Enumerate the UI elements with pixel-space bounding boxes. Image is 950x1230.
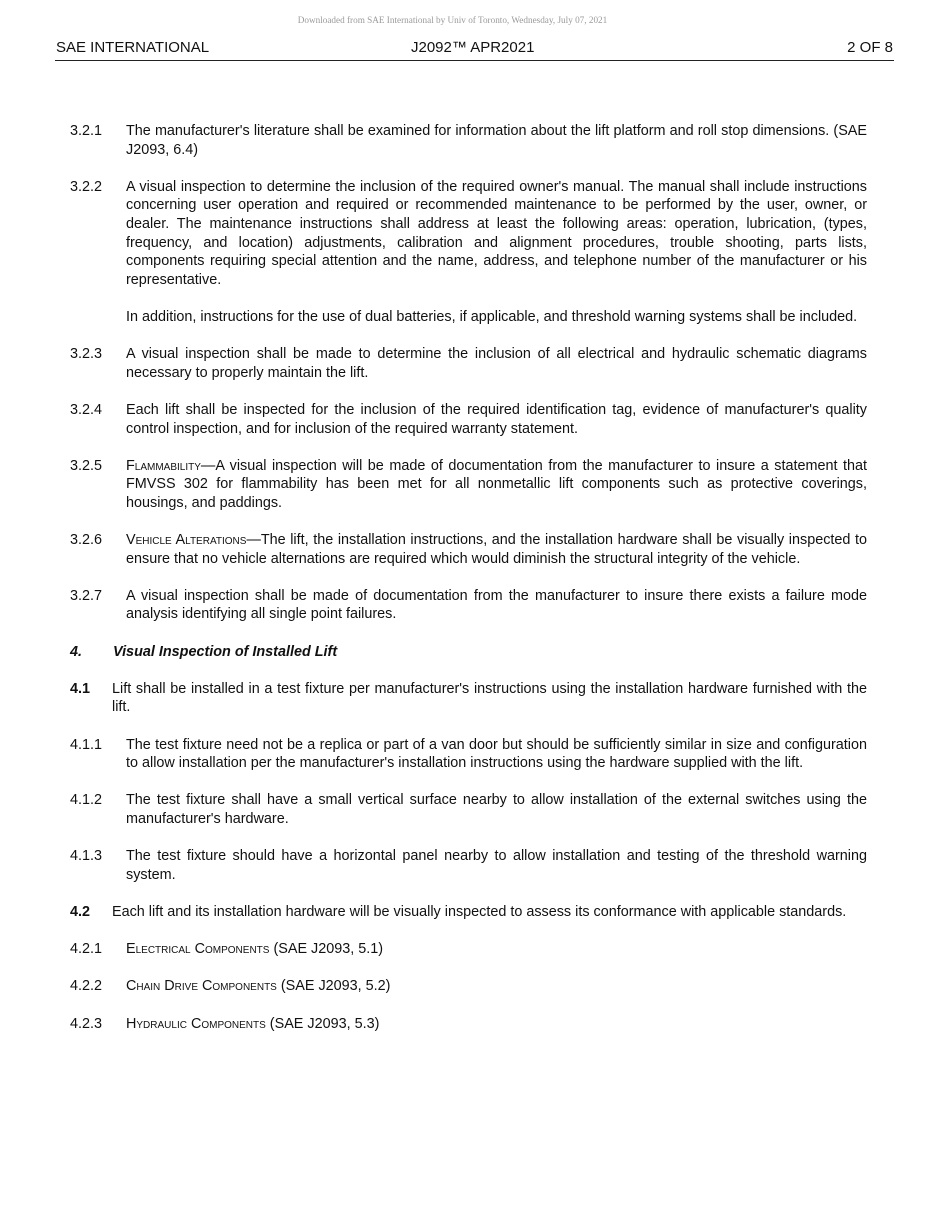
clause-caption: Hydraulic Components <box>126 1015 266 1032</box>
clause-3-2-6 <box>70 531 867 568</box>
clause-text <box>126 531 867 568</box>
clause-4-2-2 <box>70 977 867 996</box>
clause-caption-text: —The lift, the installation instructions, and the installation hardware shall be visually inspected to ensure that no vehicle alternations are required which would diminish the structural integrity of the vehicle. <box>126 532 868 567</box>
clause-3-2-2-continuation: In addition, instructions for the use of dual batteries, if applicable, and threshold warning systems shall be included. <box>126 308 858 325</box>
clause-3-2-3 <box>70 345 867 382</box>
clause-number: 4.1.3 <box>70 848 103 865</box>
header-page-number: 2 OF 8 <box>847 39 893 56</box>
clause-number: 4.2.3 <box>70 1015 103 1032</box>
clause-3-2-1 <box>70 122 867 159</box>
clause-4-2-3 <box>70 1015 867 1034</box>
clause-number: 3.2.5 <box>70 457 103 474</box>
clause-text: Lift shall be installed in a test fixture per manufacturer's instructions using the installation hardware furnished with the lift. <box>112 680 867 716</box>
download-watermark: Downloaded from SAE International by Univ of Toronto, Wednesday, July 07, 2021 <box>297 15 608 25</box>
clause-text: A visual inspection to determine the inclusion of the required owner's manual. The manual shall include instructions concerning user operation and required or recommended maintenance to be performed by the user, owner, or dealer. The maintenance instructions shall address at least the following areas: operation, lubrication, (types, frequency, and location) adjustments, calibration and alignment procedures, trouble shooting, parts lists, components requiring special attention and the name, address, and telephone number of the manufacturer or his representative. <box>126 178 867 288</box>
clause-text: Each lift and its installation hardware will be visually inspected to assess its conformance with applicable standards. <box>112 903 847 920</box>
header-doc-id: J2092™ APR2021 <box>411 39 535 56</box>
clause-number: 3.2.4 <box>70 401 103 418</box>
clause-text: The test fixture should have a horizontal panel nearby to allow installation and testing of the threshold warning system. <box>126 848 867 883</box>
clause-number: 4.2.1 <box>70 941 103 958</box>
clause-text <box>126 940 867 959</box>
section-title: Visual Inspection of Installed Lift <box>113 643 338 660</box>
clause-caption: Electrical Components <box>126 941 270 958</box>
clause-3-2-4 <box>70 401 867 438</box>
clause-number: 3.2.7 <box>70 587 103 604</box>
header-org: SAE INTERNATIONAL <box>56 39 210 56</box>
document-body <box>70 122 867 1052</box>
clause-4-1-1 <box>70 736 867 773</box>
clause-number: 4.2.2 <box>70 978 103 995</box>
clause-3-2-7 <box>70 587 867 624</box>
clause-text: The test fixture need not be a replica or part of a van door but should be sufficiently similar in size and configuration to allow installation per the manufacturer's installation instructions using the hardware supplied with the lift. <box>126 736 867 772</box>
clause-number: 4.1 <box>70 680 91 697</box>
clause-caption-text: (SAE J2093, 5.2) <box>276 978 391 995</box>
clause-text: A visual inspection shall be made of documentation from the manufacturer to insure there exists a failure mode analysis identifying all single point failures. <box>126 587 867 623</box>
clause-3-2-5 <box>70 457 867 513</box>
clause-4-1 <box>70 680 867 717</box>
section-4-heading <box>70 643 867 662</box>
clause-4-2 <box>70 903 867 922</box>
clause-text: A visual inspection shall be made to determine the inclusion of all electrical and hydraulic schematic diagrams necessary to properly maintain the lift. <box>126 346 867 381</box>
clause-number: 4.1.2 <box>70 792 103 809</box>
clause-number: 4.1.1 <box>70 736 103 753</box>
clause-caption-text: (SAE J2093, 5.3) <box>265 1015 380 1032</box>
clause-text <box>126 977 867 996</box>
clause-text: The test fixture shall have a small vertical surface nearby to allow installation of the external switches using the manufacturer's hardware. <box>126 792 867 827</box>
section-number: 4. <box>70 643 83 660</box>
clause-text <box>126 457 867 513</box>
clause-text: The manufacturer's literature shall be examined for information about the lift platform and roll stop dimensions. (SAE J2093, 6.4) <box>126 123 867 158</box>
clause-number: 4.2 <box>70 903 91 920</box>
clause-text <box>126 1015 867 1034</box>
clause-number: 3.2.1 <box>70 123 103 139</box>
clause-4-1-3 <box>70 847 867 884</box>
clause-caption-text: (SAE J2093, 5.1) <box>269 941 384 958</box>
clause-caption: Vehicle Alterations <box>126 532 247 549</box>
clause-number: 3.2.6 <box>70 532 103 549</box>
page-header <box>55 38 894 61</box>
clause-number: 3.2.2 <box>70 178 103 195</box>
clause-number: 3.2.3 <box>70 346 103 363</box>
clause-4-1-2 <box>70 791 867 828</box>
clause-text: Each lift shall be inspected for the inclusion of the required identification tag, evidence of manufacturer's quality control inspection, and for inclusion of the required warranty statement. <box>126 401 867 437</box>
clause-caption: Chain Drive Components <box>126 978 277 995</box>
clause-3-2-2 <box>70 178 867 290</box>
clause-caption: Flammability <box>126 457 201 474</box>
clause-caption-text: —A visual inspection will be made of documentation from the manufacturer to insure a statement that FMVSS 302 for flammability has been met for all nonmetallic lift components such as protective coverings, housings, and paddings. <box>126 457 867 511</box>
clause-4-2-1 <box>70 940 867 959</box>
